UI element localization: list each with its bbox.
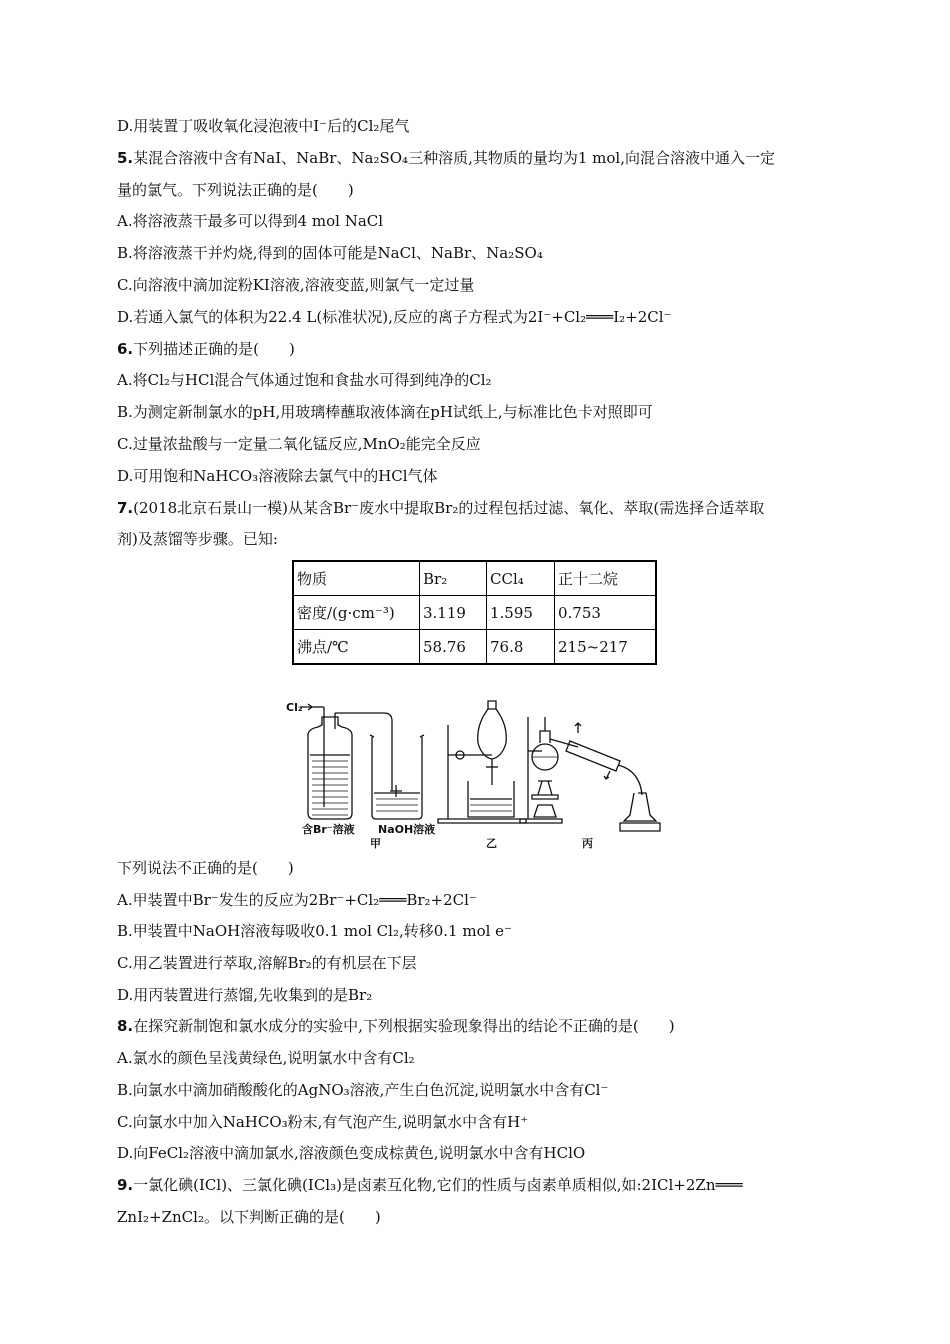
table-cell: 1.595 — [487, 596, 555, 630]
table-cell: 58.76 — [420, 630, 487, 665]
q5-option-c: C.向溶液中滴加淀粉KI溶液,溶液变蓝,则氯气一定过量 — [117, 276, 475, 294]
cl2-label: Cl₂ — [286, 701, 303, 714]
table-cell: 正十二烷 — [555, 561, 657, 596]
caption-yi: 乙 — [486, 837, 497, 850]
table-row — [293, 630, 656, 665]
q8-option-d: D.向FeCl₂溶液中滴加氯水,溶液颜色变成棕黄色,说明氯水中含有HClO — [117, 1144, 586, 1162]
q6-number: 6. — [117, 340, 134, 358]
q9-stem-line1 — [117, 1175, 743, 1195]
caption-bing: 丙 — [582, 837, 593, 850]
q6-option-c: C.过量浓盐酸与一定量二氧化锰反应,MnO₂能完全反应 — [117, 435, 481, 453]
naoh-solution-label: NaOH溶液 — [378, 823, 436, 836]
bottle-solution-label: 含Br⁻溶液 — [302, 823, 355, 836]
q7-stem-line1 — [117, 498, 764, 518]
q9-number: 9. — [117, 1176, 134, 1194]
q7-option-c: C.用乙装置进行萃取,溶解Br₂的有机层在下层 — [117, 954, 417, 972]
q8-option-a: A.氯水的颜色呈浅黄绿色,说明氯水中含有Cl₂ — [117, 1049, 415, 1067]
q7-option-a: A.甲装置中Br⁻发生的反应为2Br⁻+Cl₂═══Br₂+2Cl⁻ — [117, 891, 477, 909]
q8-stem-text: 在探究新制饱和氯水成分的实验中,下列根据实验现象得出的结论不正确的是( ) — [133, 1017, 675, 1035]
q6-stem-text: 下列描述正确的是( ) — [133, 340, 295, 358]
q5-stem-line1 — [117, 148, 775, 168]
table-cell: 3.119 — [420, 596, 487, 630]
separatory-funnel-setup — [438, 701, 526, 823]
table-header-row — [293, 561, 656, 596]
q9-stem-line2: ZnI₂+ZnCl₂。以下判断正确的是( ) — [117, 1208, 381, 1226]
distillation-setup — [520, 717, 660, 831]
q4-option-d: D.用装置丁吸收氧化浸泡液中I⁻后的Cl₂尾气 — [117, 117, 410, 135]
q8-option-b: B.向氯水中滴加硝酸酸化的AgNO₃溶液,产生白色沉淀,说明氯水中含有Cl⁻ — [117, 1081, 609, 1099]
table-cell: 76.8 — [487, 630, 555, 665]
q5-number: 5. — [117, 149, 134, 167]
q6-option-b: B.为测定新制氯水的pH,用玻璃棒蘸取液体滴在pH试纸上,与标准比色卡对照即可 — [117, 403, 653, 421]
q5-stem-line2: 量的氯气。下列说法正确的是( ) — [117, 181, 354, 199]
q6-stem — [117, 339, 295, 359]
table-cell: 物质 — [293, 561, 420, 596]
q8-number: 8. — [117, 1017, 134, 1035]
q7-stem-text: (2018北京石景山一模)从某含Br⁻废水中提取Br₂的过程包括过滤、氧化、萃取(需选择合适萃取 — [133, 499, 765, 517]
table-cell: CCl₄ — [487, 561, 555, 596]
q7-stem-line2: 剂)及蒸馏等步骤。已知: — [117, 530, 278, 548]
q5-option-a: A.将溶液蒸干最多可以得到4 mol NaCl — [117, 212, 384, 230]
q7-prompt: 下列说法不正确的是( ) — [117, 859, 294, 877]
table-cell: 215~217 — [555, 630, 657, 665]
table-cell: 密度/(g·cm⁻³) — [293, 596, 420, 630]
caption-jia: 甲 — [370, 837, 381, 850]
table-cell: 0.753 — [555, 596, 657, 630]
q7-option-d: D.用丙装置进行蒸馏,先收集到的是Br₂ — [117, 986, 373, 1004]
q6-option-a: A.将Cl₂与HCl混合气体通过饱和食盐水可得到纯净的Cl₂ — [117, 371, 492, 389]
properties-table — [292, 560, 657, 665]
q7-number: 7. — [117, 499, 134, 517]
naoh-beaker — [370, 735, 424, 819]
q5-option-b: B.将溶液蒸干并灼烧,得到的固体可能是NaCl、NaBr、Na₂SO₄ — [117, 244, 543, 262]
q7-option-b: B.甲装置中NaOH溶液每吸收0.1 mol Cl₂,转移0.1 mol e⁻ — [117, 922, 512, 940]
table-row — [293, 596, 656, 630]
q8-option-c: C.向氯水中加入NaHCO₃粉末,有气泡产生,说明氯水中含有H⁺ — [117, 1113, 529, 1131]
q6-option-d: D.可用饱和NaHCO₃溶液除去氯气中的HCl气体 — [117, 467, 438, 485]
apparatus-figure — [280, 695, 680, 850]
q5-stem-text: 某混合溶液中含有NaI、NaBr、Na₂SO₄三种溶质,其物质的量均为1 mol,向混合溶液中通入一定 — [133, 149, 775, 167]
gas-washing-bottle — [308, 707, 392, 819]
table-cell: 沸点/℃ — [293, 630, 420, 665]
table-cell: Br₂ — [420, 561, 487, 596]
q5-option-d: D.若通入氯气的体积为22.4 L(标准状况),反应的离子方程式为2I⁻+Cl₂═══I₂+2Cl⁻ — [117, 308, 672, 326]
q9-stem-text: 一氯化碘(ICl)、三氯化碘(ICl₃)是卤素互化物,它们的性质与卤素单质相似,如:2ICl+2Zn═══ — [133, 1176, 743, 1194]
q8-stem — [117, 1016, 675, 1036]
